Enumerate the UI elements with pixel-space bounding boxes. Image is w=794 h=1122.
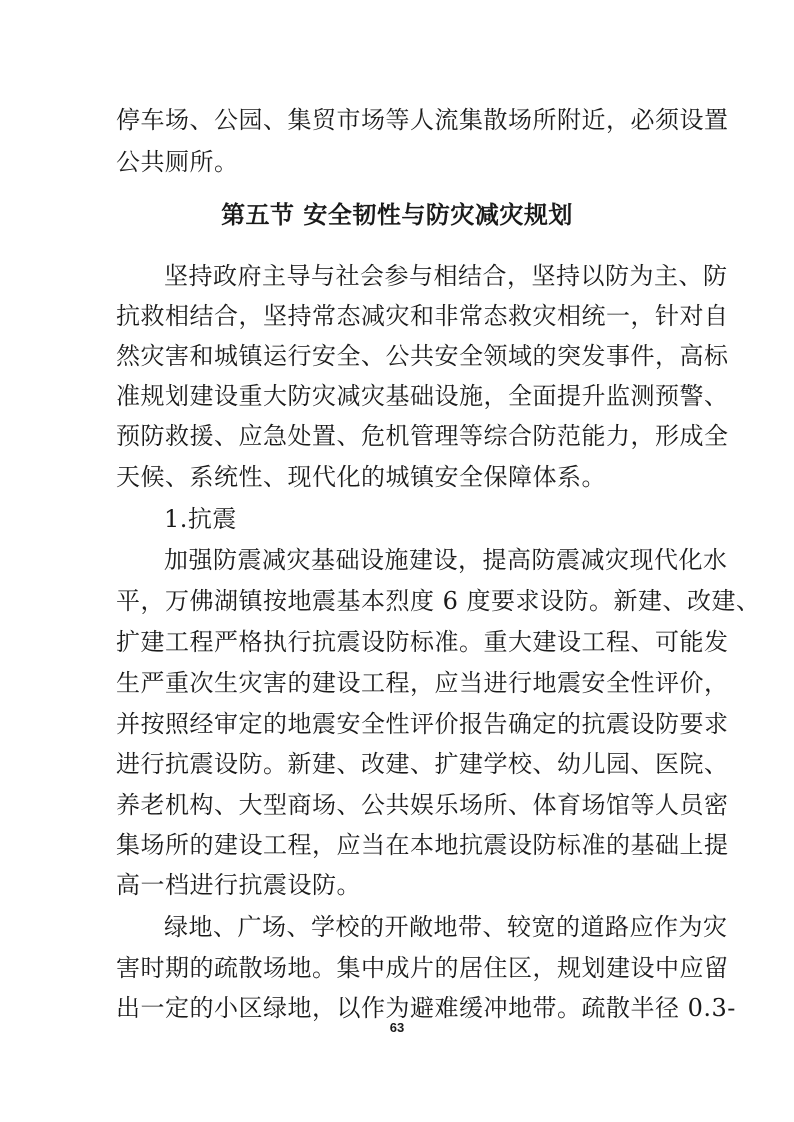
paragraph-3-line-2: 害时期的疏散场地。集中成片的居住区，规划建设中应留 [116, 954, 729, 982]
paragraph-2-line-6: 进行抗震设防。新建、改建、扩建学校、幼儿园、医院、 [116, 750, 729, 778]
intro-paragraph-line-2: 公共厕所。 [116, 148, 239, 176]
paragraph-1-line-5: 预防救援、应急处置、危机管理等综合防范能力，形成全 [116, 422, 729, 450]
paragraph-1-line-3: 然灾害和城镇运行安全、公共安全领域的突发事件，高标 [116, 342, 729, 370]
paragraph-2-line-5: 并按照经审定的地震安全性评价报告确定的抗震设防要求 [116, 710, 729, 738]
paragraph-2-line-4: 生严重次生灾害的建设工程，应当进行地震安全性评价， [116, 669, 729, 697]
paragraph-2-line-9: 高一档进行抗震设防。 [116, 871, 361, 899]
paragraph-2-line-2: 平，万佛湖镇按地震基本烈度 6 度要求设防。新建、改建、 [116, 587, 761, 615]
paragraph-2-line-8: 集场所的建设工程，应当在本地抗震设防标准的基础上提 [116, 831, 729, 859]
paragraph-1-line-2: 抗救相结合，坚持常态减灾和非常态救灾相统一，针对自 [116, 302, 729, 330]
paragraph-3-line-3: 出一定的小区绿地，以作为避难缓冲地带。疏散半径 0.3- [116, 994, 736, 1022]
paragraph-2-line-7: 养老机构、大型商场、公共娱乐场所、体育场馆等人员密 [116, 791, 729, 819]
section-heading: 第五节 安全韧性与防灾减灾规划 [221, 201, 573, 229]
page-number: 63 [389, 1020, 405, 1035]
paragraph-1-line-1: 坚持政府主导与社会参与相结合，坚持以防为主、防 [164, 262, 728, 290]
paragraph-1-line-4: 准规划建设重大防灾减灾基础设施，全面提升监测预警、 [116, 382, 729, 410]
subheading-earthquake: 1.抗震 [164, 505, 237, 533]
paragraph-2-line-3: 扩建工程严格执行抗震设防标准。重大建设工程、可能发 [116, 628, 729, 656]
paragraph-2-line-1: 加强防震减灾基础设施建设，提高防震减灾现代化水 [164, 546, 728, 574]
paragraph-3-line-1: 绿地、广场、学校的开敞地带、较宽的道路应作为灾 [164, 913, 728, 941]
paragraph-1-line-6: 天候、系统性、现代化的城镇安全保障体系。 [116, 463, 606, 491]
intro-paragraph-line-1: 停车场、公园、集贸市场等人流集散场所附近，必须设置 [116, 106, 729, 134]
